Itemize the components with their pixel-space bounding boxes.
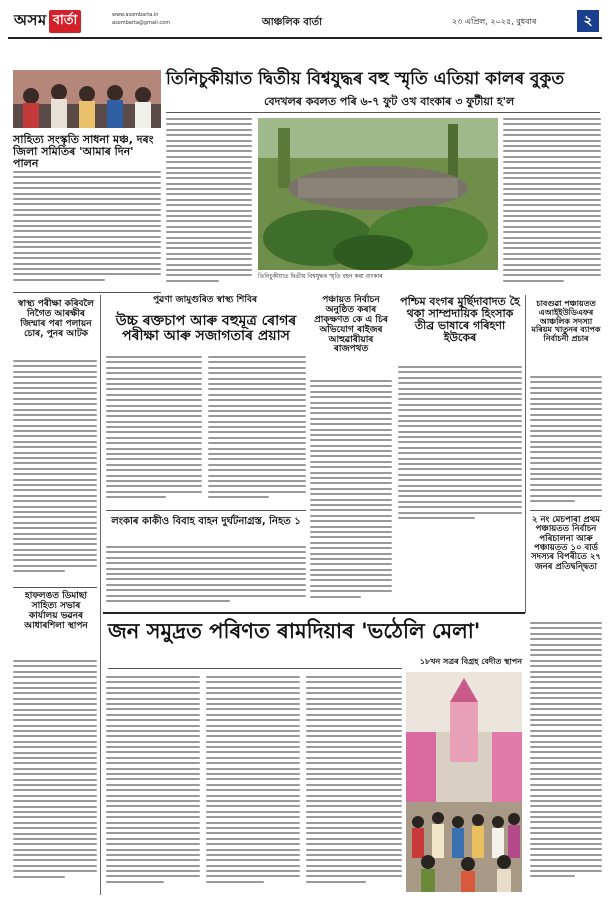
left-story2-headline: স্বাস্থ্য পৰীক্ষা কৰিবলৈ নিগৈত আৰক্ষীৰ জিম্মাৰ পৰা পলায়ন চোৰ, পুনৰ আটক — [18, 299, 95, 339]
health-body-col2 — [208, 356, 306, 504]
bottom-subheadline: ১৮খন সত্ৰৰ বিগ্ৰহ বেদীত স্থাপন — [419, 657, 522, 666]
left-divider-1 — [13, 292, 161, 293]
section-label: আঞ্চলিক বাৰ্তা — [262, 17, 323, 28]
right-column-divider — [525, 295, 526, 613]
left-column-divider — [100, 295, 101, 895]
page-number: ২ — [583, 13, 593, 29]
health-headline: উচ্চ ৰক্তচাপ আৰু বহুমূত্ৰ ৰোগৰ পৰীক্ষা আৰু সজাগতাৰ প্ৰয়াস — [115, 313, 297, 345]
lead-underline — [166, 112, 600, 113]
group-photo-image — [13, 70, 161, 128]
left-story3-headline: হাফলঙত ডিমাছা সাহিত্য সভাৰ কাৰ্যালয় ভৱনৰ আধাৰশিলা স্থাপন — [24, 591, 88, 631]
logo-left-text: অসম — [14, 10, 47, 29]
lead-subheadline: বেদখলৰ কবলত পৰি ৬-৭ ফুট ওখ বাংকাৰ ৩ ফুটীয়া হ'ল — [264, 95, 515, 108]
bottom-body-col3 — [306, 676, 402, 892]
website-text[interactable]: www.asombarta.in — [112, 12, 159, 18]
bottom-body-col1 — [106, 676, 200, 892]
bunker-photo-image — [258, 118, 498, 270]
lead-body-col3 — [503, 118, 601, 288]
logo-right-text: বাৰ্তা — [49, 10, 82, 33]
panchayat-body — [310, 380, 392, 605]
health-body-col1 — [106, 356, 202, 504]
email-text[interactable]: asombarta@gmail.com — [112, 19, 171, 26]
bottom-headline-underline — [108, 668, 402, 669]
marriage-body — [106, 546, 306, 604]
left-story1-headline: সাহিত্য সংস্কৃতি সাধনা মঞ্চ, দৰং জিলা সমিতিৰ 'আমাৰ দিন' পালন — [13, 133, 154, 171]
left-story2-body — [13, 360, 97, 582]
masthead-logo — [14, 10, 81, 32]
masthead-rule — [8, 37, 602, 39]
panchayat-headline: পঞ্চায়ত নিৰ্বাচন অনুষ্ঠিত কৰাৰ প্ৰাক্ক্ষণত কে এ চিৰ অভিযোগ ৰাইজৰ আহুৱাৰীয়াৰ ৰাজপথত — [314, 295, 388, 355]
right-divider — [530, 510, 602, 511]
event-photo — [13, 70, 161, 128]
left-story3-body — [13, 660, 97, 890]
marriage-top-rule — [106, 510, 306, 511]
bunker-photo-caption: তিনিচুকীয়াত দ্বিতীয় বিশ্বযুদ্ধৰ স্মৃতি বহন কৰা বাংকাৰ — [258, 273, 383, 280]
bengal-body — [398, 366, 522, 526]
mela-photo — [406, 672, 522, 892]
bottom-headline: জন সমুদ্ৰত পৰিণত ৰামদিয়াৰ 'ভঠেলি মেলা' — [108, 619, 481, 643]
bengal-headline: পশ্চিম বংগৰ মুৰ্ছিদাবাদত হৈ থকা সাম্প্ৰদায়িক হিংসাক তীব্ৰ ভাষাৰে গৰিহণা ইউকেৰ — [400, 295, 520, 345]
right-story2-headline: ২ নং মেচপাৰা প্ৰথম পঞ্চায়তত নিৰ্বাচন পৰিচালনা আৰু পঞ্চায়তত ১০ বাৰ্ড সদস্যৰ বিপৰীতে ২৭ জনৰ প্ৰতিদ্বন্দ্বিতা — [531, 515, 601, 572]
left-divider-2 — [13, 587, 97, 588]
lead-body-col1 — [166, 118, 252, 288]
left-story1-body — [13, 171, 161, 285]
masthead — [0, 0, 610, 38]
page-number-badge — [577, 10, 599, 32]
health-kicker: পুৱণা জামুগুৰিত স্বাস্থ্য শিবিৰ — [152, 295, 258, 305]
mela-crowd-image — [406, 672, 522, 892]
bottom-body-col2 — [206, 676, 300, 892]
masthead-contact — [112, 12, 170, 27]
bottom-story-top-rule — [103, 612, 525, 614]
bunker-photo — [258, 118, 498, 270]
issue-date: ২৩ এপ্ৰিল, ২০২৫, বুধবাৰ — [452, 17, 537, 26]
right-story2-body — [530, 622, 602, 892]
right-story1-body — [530, 376, 602, 506]
right-story1-headline: চাবগুৱা পঞ্চায়তত এআইইউডিএফৰ আঞ্চলিক সদস্যা মৰিয়ম খাতুনৰ ব্যাপক নিৰ্বাচনী প্ৰচাৰ — [531, 299, 601, 344]
marriage-headline: লংকাৰ কাকীও বিবাহ বাহন দুৰ্ঘটনাগ্ৰস্ত, নিহত ১ — [111, 516, 301, 527]
lead-headline: তিনিচুকীয়াত দ্বিতীয় বিশ্বযুদ্ধৰ বহু স্মৃতি এতিয়া কালৰ বুকুত — [166, 69, 565, 89]
